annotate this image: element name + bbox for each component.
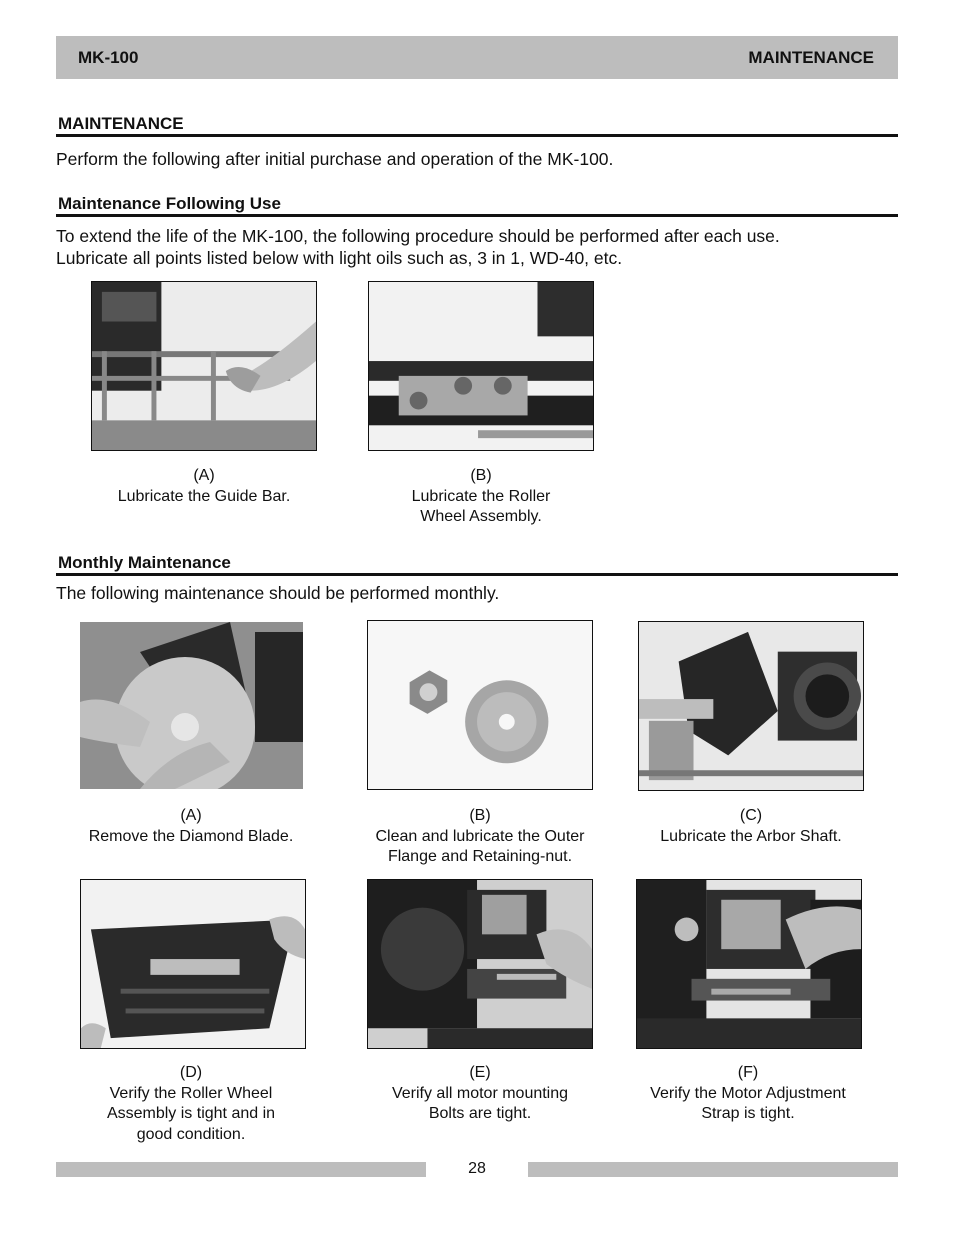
photo-flange-nut xyxy=(367,620,593,790)
monthly-figure-e-label: (E) xyxy=(469,1064,491,1081)
following-use-heading: Maintenance Following Use xyxy=(56,194,898,217)
maintenance-heading: MAINTENANCE xyxy=(56,114,898,137)
photo-roller-assembly xyxy=(80,879,306,1049)
photo-motor-bolts xyxy=(367,879,593,1049)
monthly-figure-b-label: (B) xyxy=(469,807,491,824)
monthly-figure-e-caption xyxy=(353,1063,607,1125)
photo-adjustment-strap xyxy=(636,879,862,1049)
monthly-figure-d-caption xyxy=(66,1063,316,1145)
monthly-figure-c-label: (C) xyxy=(739,807,763,824)
monthly-figure-d-text-2: Assembly is tight and in xyxy=(106,1105,276,1122)
monthly-figure-a-text: Remove the Diamond Blade. xyxy=(88,827,294,845)
photo-roller-wheel xyxy=(368,281,594,451)
header-model: MK-100 xyxy=(78,48,139,67)
following-use-text-2: Lubricate all points listed below with light oils such as, 3 in 1, WD-40, etc. xyxy=(56,248,623,268)
header-bar xyxy=(56,36,898,79)
monthly-figure-f-caption xyxy=(621,1063,875,1125)
photo-arbor-shaft xyxy=(638,621,864,791)
use-figure-a-text: Lubricate the Guide Bar. xyxy=(117,487,291,505)
monthly-figure-b-text-1: Clean and lubricate the Outer xyxy=(375,827,585,845)
use-figure-b-text-2: Wheel Assembly. xyxy=(420,508,542,525)
monthly-figure-d-text-3: good condition. xyxy=(136,1125,246,1143)
monthly-figure-c-caption xyxy=(624,806,878,847)
monthly-figure-a-label: (A) xyxy=(180,807,202,824)
monthly-figure-e-text-1: Verify all motor mounting xyxy=(391,1084,569,1102)
monthly-heading: Monthly Maintenance xyxy=(56,553,898,576)
footer-bar-right xyxy=(528,1162,898,1177)
use-figure-b-text-1: Lubricate the Roller xyxy=(411,487,551,505)
use-figure-a-label: (A) xyxy=(193,467,215,484)
header-section: MAINTENANCE xyxy=(748,48,874,67)
following-use-text-1: To extend the life of the MK-100, the following procedure should be performed after each use. xyxy=(56,226,780,246)
use-figure-a-caption xyxy=(91,466,317,507)
photo-diamond-blade xyxy=(80,622,303,789)
use-figure-b-caption xyxy=(368,466,594,528)
monthly-figure-e-text-2: Bolts are tight. xyxy=(428,1105,532,1122)
monthly-figure-d-label: (D) xyxy=(179,1064,203,1081)
monthly-figure-c-text: Lubricate the Arbor Shaft. xyxy=(660,827,842,845)
use-figure-b-label: (B) xyxy=(470,467,492,484)
maintenance-intro: Perform the following after initial purchase and operation of the MK-100. xyxy=(56,149,614,169)
monthly-figure-b-text-2: Flange and Retaining-nut. xyxy=(387,848,573,865)
photo-guide-bar xyxy=(91,281,317,451)
monthly-figure-a-caption xyxy=(66,806,316,847)
monthly-figure-f-text-2: Strap is tight. xyxy=(701,1105,795,1122)
footer-bar-left xyxy=(56,1162,426,1177)
monthly-figure-f-label: (F) xyxy=(737,1064,759,1081)
monthly-figure-f-text-1: Verify the Motor Adjustment xyxy=(650,1084,846,1102)
page-number: 28 xyxy=(468,1160,486,1177)
monthly-text: The following maintenance should be performed monthly. xyxy=(56,583,500,603)
monthly-figure-d-text-1: Verify the Roller Wheel xyxy=(109,1084,273,1102)
monthly-figure-b-caption xyxy=(353,806,607,868)
